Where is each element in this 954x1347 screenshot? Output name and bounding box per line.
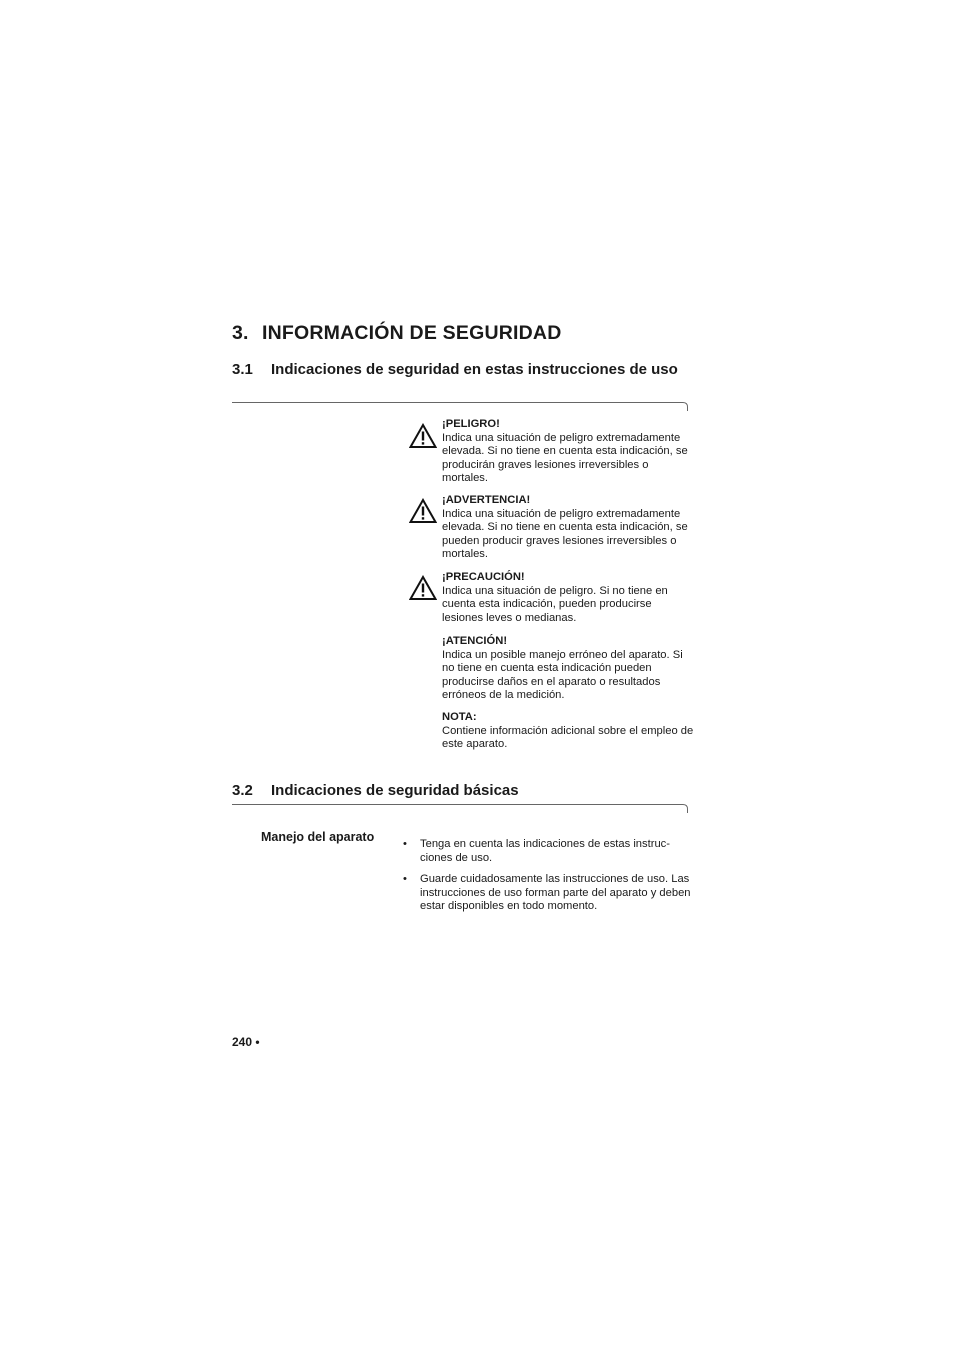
side-label-handling: Manejo del aparato <box>261 830 375 844</box>
notice-note <box>442 711 694 752</box>
section-heading-3-2 <box>232 781 692 800</box>
section-number: 3.1 <box>232 361 253 378</box>
section-title: Indicaciones de seguridad básicas <box>271 782 519 799</box>
section-divider <box>232 402 688 412</box>
notice-title: ¡ADVERTENCIA! <box>442 494 531 506</box>
notice-body: Indica una situación de peligro extremadamente elevada. Si no tiene en cuenta esta indicación, se pueden producir graves lesiones irreversibles o mortales. <box>442 507 688 561</box>
section-heading-3-1 <box>232 360 692 379</box>
section-divider <box>232 804 688 814</box>
bullet-icon: • <box>403 873 407 886</box>
bullet-list <box>403 838 693 914</box>
section-title: Indicaciones de seguridad en estas instrucciones de uso <box>271 361 678 378</box>
list-item <box>403 838 693 865</box>
warning-triangle-icon <box>409 498 437 524</box>
notice-title: ¡ATENCIÓN! <box>442 635 508 647</box>
section-number: 3.2 <box>232 782 253 799</box>
notice-title: ¡PELIGRO! <box>442 418 500 430</box>
page-number: 240 • <box>232 1035 260 1049</box>
warning-triangle-icon <box>409 575 437 601</box>
notice-title: NOTA: <box>442 711 477 723</box>
notice-danger <box>442 418 694 486</box>
list-item-text: Tenga en cuenta las indicaciones de estas instruc- ciones de uso. <box>420 838 671 864</box>
chapter-heading <box>232 322 561 345</box>
notice-warning <box>442 494 694 562</box>
notice-caution <box>442 571 694 625</box>
notice-title: ¡PRECAUCIÓN! <box>442 571 525 583</box>
bullet-icon: • <box>403 838 407 850</box>
notice-attention <box>442 635 694 703</box>
list-item <box>403 873 693 914</box>
chapter-title: INFORMACIÓN DE SEGURIDAD <box>262 322 562 344</box>
notice-body: Indica una situación de peligro extremadamente elevada. Si no tiene en cuenta esta indicación, se producirán graves lesiones irreversibles o mortales. <box>442 431 688 485</box>
notice-body: Indica un posible manejo erróneo del aparato. Si no tiene en cuenta esta indicación pueden producirse daños en el aparato o resultados erróneos de la medición. <box>442 648 683 702</box>
notice-body: Contiene información adicional sobre el empleo de este aparato. <box>442 724 694 751</box>
notice-body: Indica una situación de peligro. Si no tiene en cuenta esta indicación, pueden producirse lesiones leves o medianas. <box>442 584 668 624</box>
list-item-text: Guarde cuidadosamente las instrucciones de uso. Las instrucciones de uso forman parte del aparato y deben estar disponibles en todo momento. <box>420 873 691 913</box>
warning-triangle-icon <box>409 423 437 449</box>
chapter-number: 3. <box>232 322 249 344</box>
